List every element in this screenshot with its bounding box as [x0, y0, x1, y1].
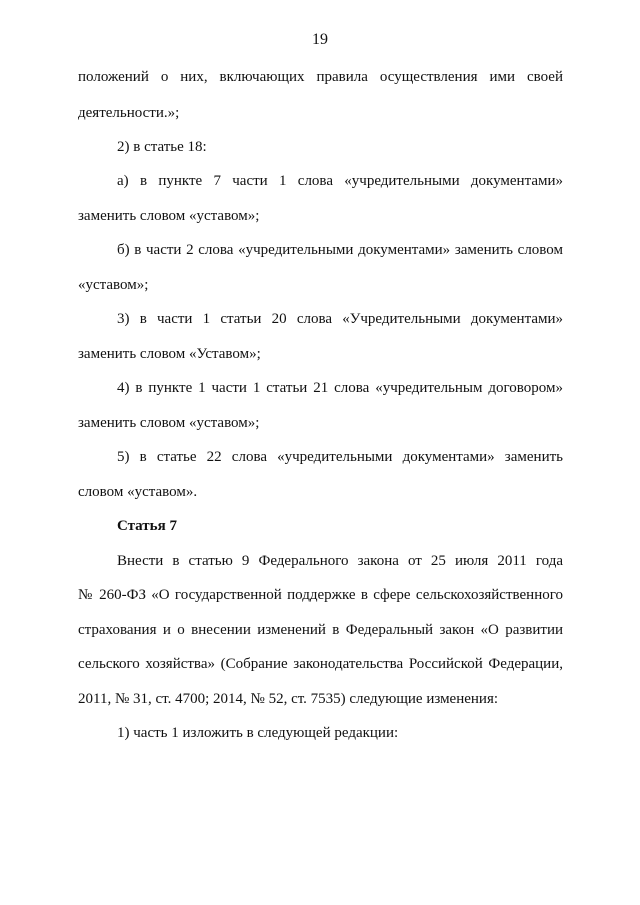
text-line: словом «уставом». [78, 484, 198, 500]
text-line: Внести в статью 9 Федерального закона от 25 июля 2011 года [117, 553, 563, 569]
text-line: 3) в части 1 статьи 20 слова «Учредительными документами» [117, 311, 563, 327]
text-line: № 260-ФЗ «О государственной поддержке в сфере сельскохозяйственного [78, 587, 563, 603]
text-line: 4) в пункте 1 части 1 статьи 21 слова «учредительным договором» [117, 380, 563, 396]
text-line: б) в части 2 слова «учредительными документами» заменить словом [117, 242, 563, 258]
article-heading: Статья 7 [117, 518, 177, 534]
text-line: 2011, № 31, ст. 4700; 2014, № 52, ст. 7535) следующие изменения: [78, 691, 499, 707]
text-line: страхования и о внесении изменений в Федеральный закон «О развитии [78, 622, 563, 638]
text-line: 1) часть 1 изложить в следующей редакции: [117, 725, 399, 741]
text-line: заменить словом «уставом»; [78, 208, 260, 224]
text-line: «уставом»; [78, 277, 149, 293]
list-item-heading: 2) в статье 18: [117, 139, 207, 155]
text-line: заменить словом «Уставом»; [78, 346, 261, 362]
text-line: заменить словом «уставом»; [78, 415, 260, 431]
text-line: деятельности.»; [78, 105, 180, 121]
text-line: сельского хозяйства» (Собрание законодательства Российской Федерации, [78, 656, 563, 672]
text-line: положений о них, включающих правила осуществления ими своей [78, 69, 563, 85]
page-number: 19 [312, 31, 328, 48]
text-line: а) в пункте 7 части 1 слова «учредительными документами» [117, 173, 563, 189]
text-line: 5) в статье 22 слова «учредительными документами» заменить [117, 449, 563, 465]
